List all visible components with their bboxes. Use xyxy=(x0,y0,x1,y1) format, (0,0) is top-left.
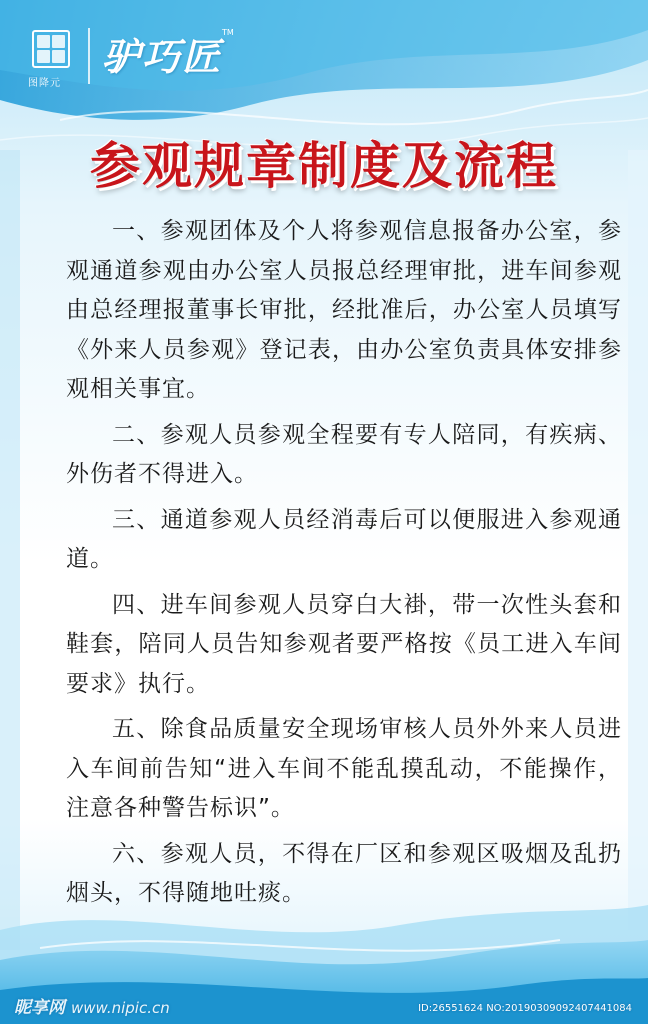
rule-paragraph-5: 五、除食品质量安全现场审核人员外外来人员进入车间前告知“进入车间不能乱摸乱动，不能操作，注意各种警告标识”。 xyxy=(66,716,622,821)
rule-paragraph-3: 三、通道参观人员经消毒后可以便服进入参观通道。 xyxy=(66,506,622,572)
rule-paragraph-2: 二、参观人员参观全程要有专人陪同，有疾病、外伤者不得进入。 xyxy=(66,421,622,487)
brand-logo-icon xyxy=(32,30,70,68)
logo-caption: 图降元 xyxy=(28,78,61,89)
brand-header xyxy=(18,22,278,92)
logo-divider xyxy=(88,28,90,84)
image-id-text: ID:26551624 NO:20190309092407441084 xyxy=(418,1003,632,1014)
page-title: 参观规章制度及流程 xyxy=(90,137,558,195)
rule-paragraph-1: 一、参观团体及个人将参观信息报备办公室，参观通道参观由办公室人员报总经理审批，进车间参观由总经理报董事长审批，经批准后，办公室人员填写《外来人员参观》登记表，由办公室负责具体安排参观相关事宜。 xyxy=(66,218,622,402)
brand-name: 驴巧匠 xyxy=(102,34,223,79)
watermark xyxy=(14,993,170,1018)
rule-paragraph-6: 六、参观人员，不得在厂区和参观区吸烟及乱扔烟头，不得随地吐痰。 xyxy=(66,840,622,906)
watermark-text: 昵享网 xyxy=(14,998,65,1018)
rule-paragraph-4: 四、进车间参观人员穿白大褂，带一次性头套和鞋套，陪同人员告知参观者要严格按《员工进入车间要求》执行。 xyxy=(66,591,622,697)
watermark-url: www.nipic.cn xyxy=(71,999,170,1017)
brand-trademark: TM xyxy=(222,28,234,37)
rules-content xyxy=(66,212,622,920)
